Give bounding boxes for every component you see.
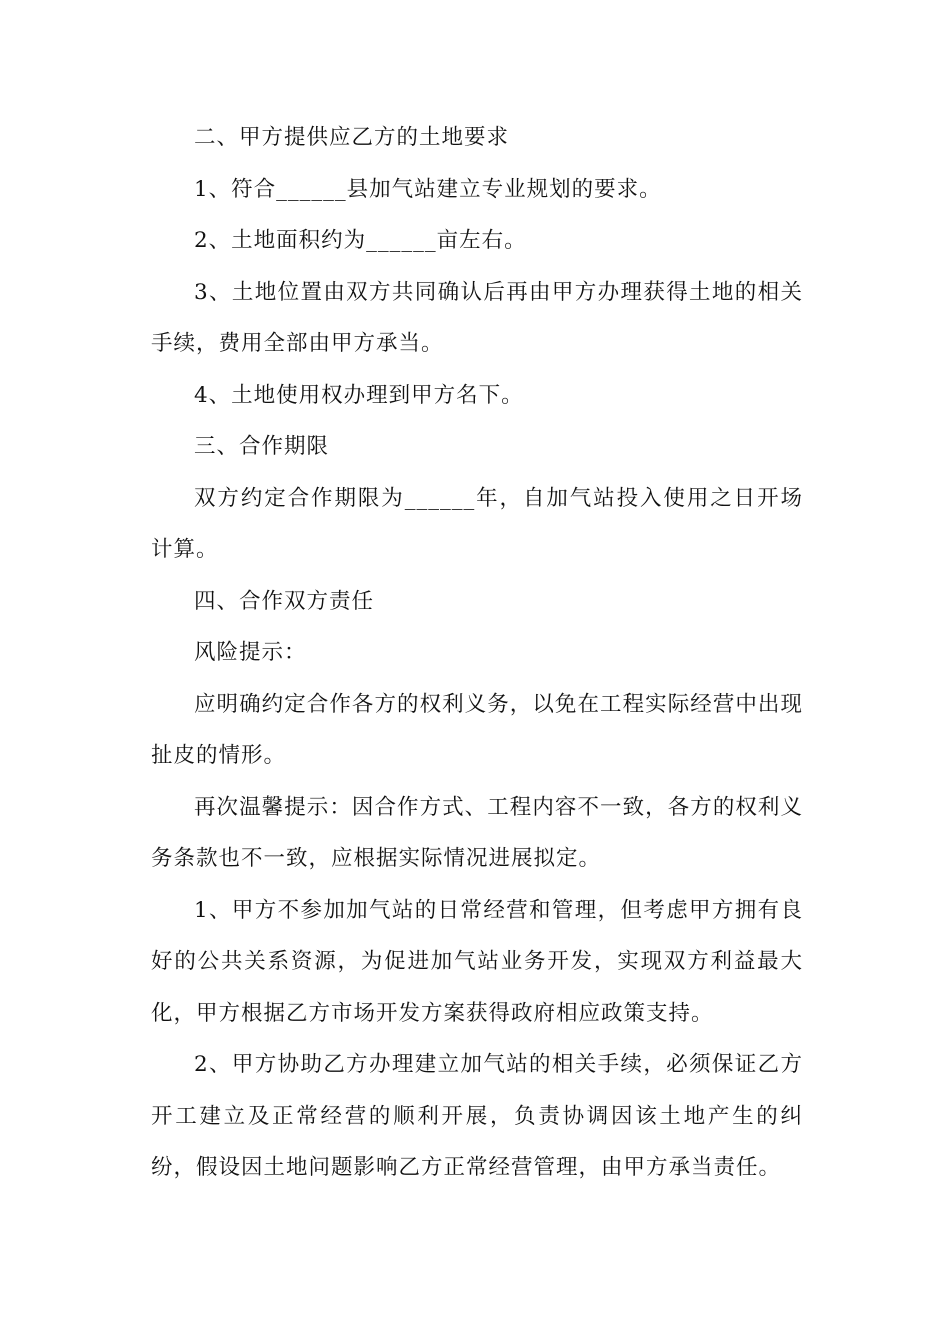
clause-land-use-right: 4、土地使用权办理到甲方名下。: [194, 382, 524, 408]
risk-notice-label: 风险提示：: [194, 640, 307, 665]
clause-party-a-management: 1、甲方不参加加气站的日常经营和管理，但考虑甲方拥有良好的公共关系资源，为促进加气站业务开发，实现双方利益最大化，甲方根据乙方市场开发方案获得政府相应政策支持。: [151, 897, 803, 1026]
clause-land-area: 2、土地面积约为______亩左右。: [194, 228, 527, 253]
clause-land-location: 3、土地位置由双方共同确认后再由甲方办理获得土地的相关手续，费用全部由甲方承当。: [151, 279, 803, 356]
section-heading-cooperation-term: 三、合作期限: [194, 434, 330, 459]
clause-planning-requirement: 1、符合______县加气站建立专业规划的要求。: [194, 176, 662, 202]
clause-cooperation-term: 双方约定合作期限为______年，自加气站投入使用之日开场计算。: [151, 485, 803, 562]
section-heading-land-requirements: 二、甲方提供应乙方的土地要求: [194, 125, 510, 150]
reminder-text: 再次温馨提示：因合作方式、工程内容不一致，各方的权利义务条款也不一致，应根据实际情况进展拟定。: [151, 794, 803, 871]
section-heading-responsibilities: 四、合作双方责任: [194, 588, 375, 614]
risk-notice-text: 应明确约定合作各方的权利义务，以免在工程实际经营中出现扯皮的情形。: [151, 691, 803, 768]
document-body: [151, 112, 803, 1194]
clause-party-a-assistance: 2、甲方协助乙方办理建立加气站的相关手续，必须保证乙方开工建立及正常经营的顺利开展，负责协调因该土地产生的纠纷，假设因土地问题影响乙方正常经营管理，由甲方承当责任。: [151, 1052, 803, 1180]
